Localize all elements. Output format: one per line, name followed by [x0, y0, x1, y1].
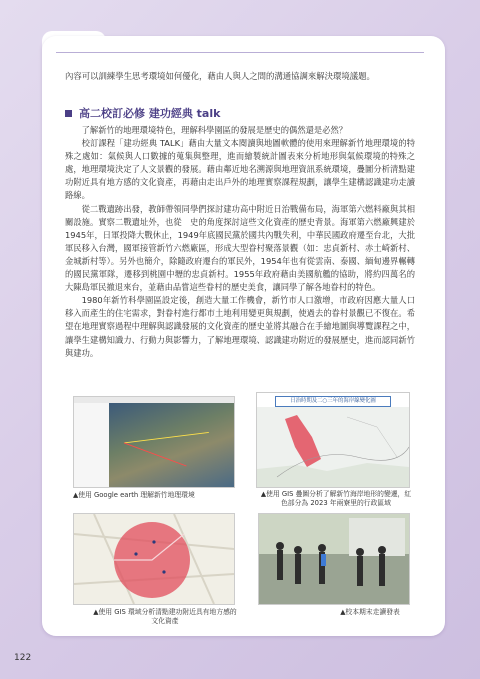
- figure-caption: ▲校本期末走讀發表: [340, 608, 400, 616]
- figure-caption: ▲使用 Google earth 理解新竹地理環境: [73, 491, 195, 499]
- gis-coastline-map: [256, 392, 410, 488]
- paragraph: 了解新竹的地理環境特色，理解科學園區的發展是歷史的偶然還是必然？: [81, 125, 348, 135]
- paragraph: 校訂課程「建功經典 TALK」藉由大量文本閱讀與地圖軟體的使用來理解新竹地理環境的特殊之處如：氣候與人口數據的蒐集與整理，進而繪製統計圖表來分析地形與氣候環境的特殊之處，地理環境決定了人文景觀的發展。藉由鄰近地名溯源與地理資訊系統環境，疊圖分析清點建功附近具有地方感的文化資產，再藉由走出戶外的地理實察課程規劃，讓學生建構認識建功走讀路線。: [65, 138, 415, 201]
- section-title: 高二校訂必修 建功經典 talk: [79, 107, 221, 120]
- map-title: 日治時期及二○三年的海岸線變化圖: [275, 396, 391, 407]
- figure-caption: ▲使用 GIS 疊圖分析了解新竹海岸地形的變遷，紅色部分為 2023 年兩寮里的行政區域: [260, 490, 412, 507]
- paragraph: 從二戰遺跡出發，教師帶領同學們探討建功高中附近日治戰備布局，海軍第六燃料廠與其相關設施。實察二戰遺址外，也從 史的角度探討這些文化資產的歷史背景。海軍第六燃廠興建於1945年，日軍投降大戰休止，1949年底國民黨於國共內戰失利，中華民國政府遷至台北，大批軍民移入台灣，國軍接管新竹六燃廠區，形成大型眷村聚落景觀（如：忠貞新村、赤土崎新村、金城新村等）。另外也簡介，除隨政府遷台的軍民外，1954年也有從雲南、泰國、緬甸邊界輾轉的國民黨軍隊，遷移到桃園中壢的忠貞新村。1955年政府藉由美國航艦的協助，將約四萬名的大陳島軍民撤退來台，並藉由品嘗這些眷村的歷史美食，讓同學了解各地眷村的特色。: [65, 203, 415, 293]
- header-divider: [56, 52, 424, 53]
- section-body: [65, 124, 415, 360]
- google-earth-screenshot: [73, 396, 235, 488]
- field-trip-photo: [258, 513, 410, 605]
- buffer-circle-icon: [74, 514, 234, 604]
- figure-caption: ▲使用 GIS 環域分析清點建功附近具有地方感的文化資產: [93, 608, 237, 625]
- square-bullet-icon: [65, 110, 72, 117]
- satellite-map: [109, 403, 234, 487]
- paragraph: 1980年新竹科學園區設定後，創造大量工作機會，新竹市人口激增，市政府因應大量人口移入而產生的住宅需求，對眷村進行都市土地利用變更與規劃，使過去的眷村景觀已不復在。希望在地理實察過程中理解與認識發展的文化資產的歷史並將其融合在手繪地圖與導覽課程之中，讓學生建構知識力、行動力與影響力，了解地理環境、認識建功附近的發展歷史，進而認同新竹與建功。: [65, 295, 415, 358]
- page-number: 122: [14, 653, 32, 663]
- section-heading: [65, 105, 405, 121]
- app-side-panel: [74, 403, 109, 487]
- coastline-overlay-icon: [257, 407, 409, 487]
- measure-line-icon: [109, 403, 234, 487]
- intro-text: 內容可以訓練學生思考環境如何優化，藉由人與人之間的溝通協調來解決環境議題。: [65, 71, 375, 81]
- students-photo-icon: [259, 514, 409, 604]
- gis-buffer-map: [73, 513, 235, 605]
